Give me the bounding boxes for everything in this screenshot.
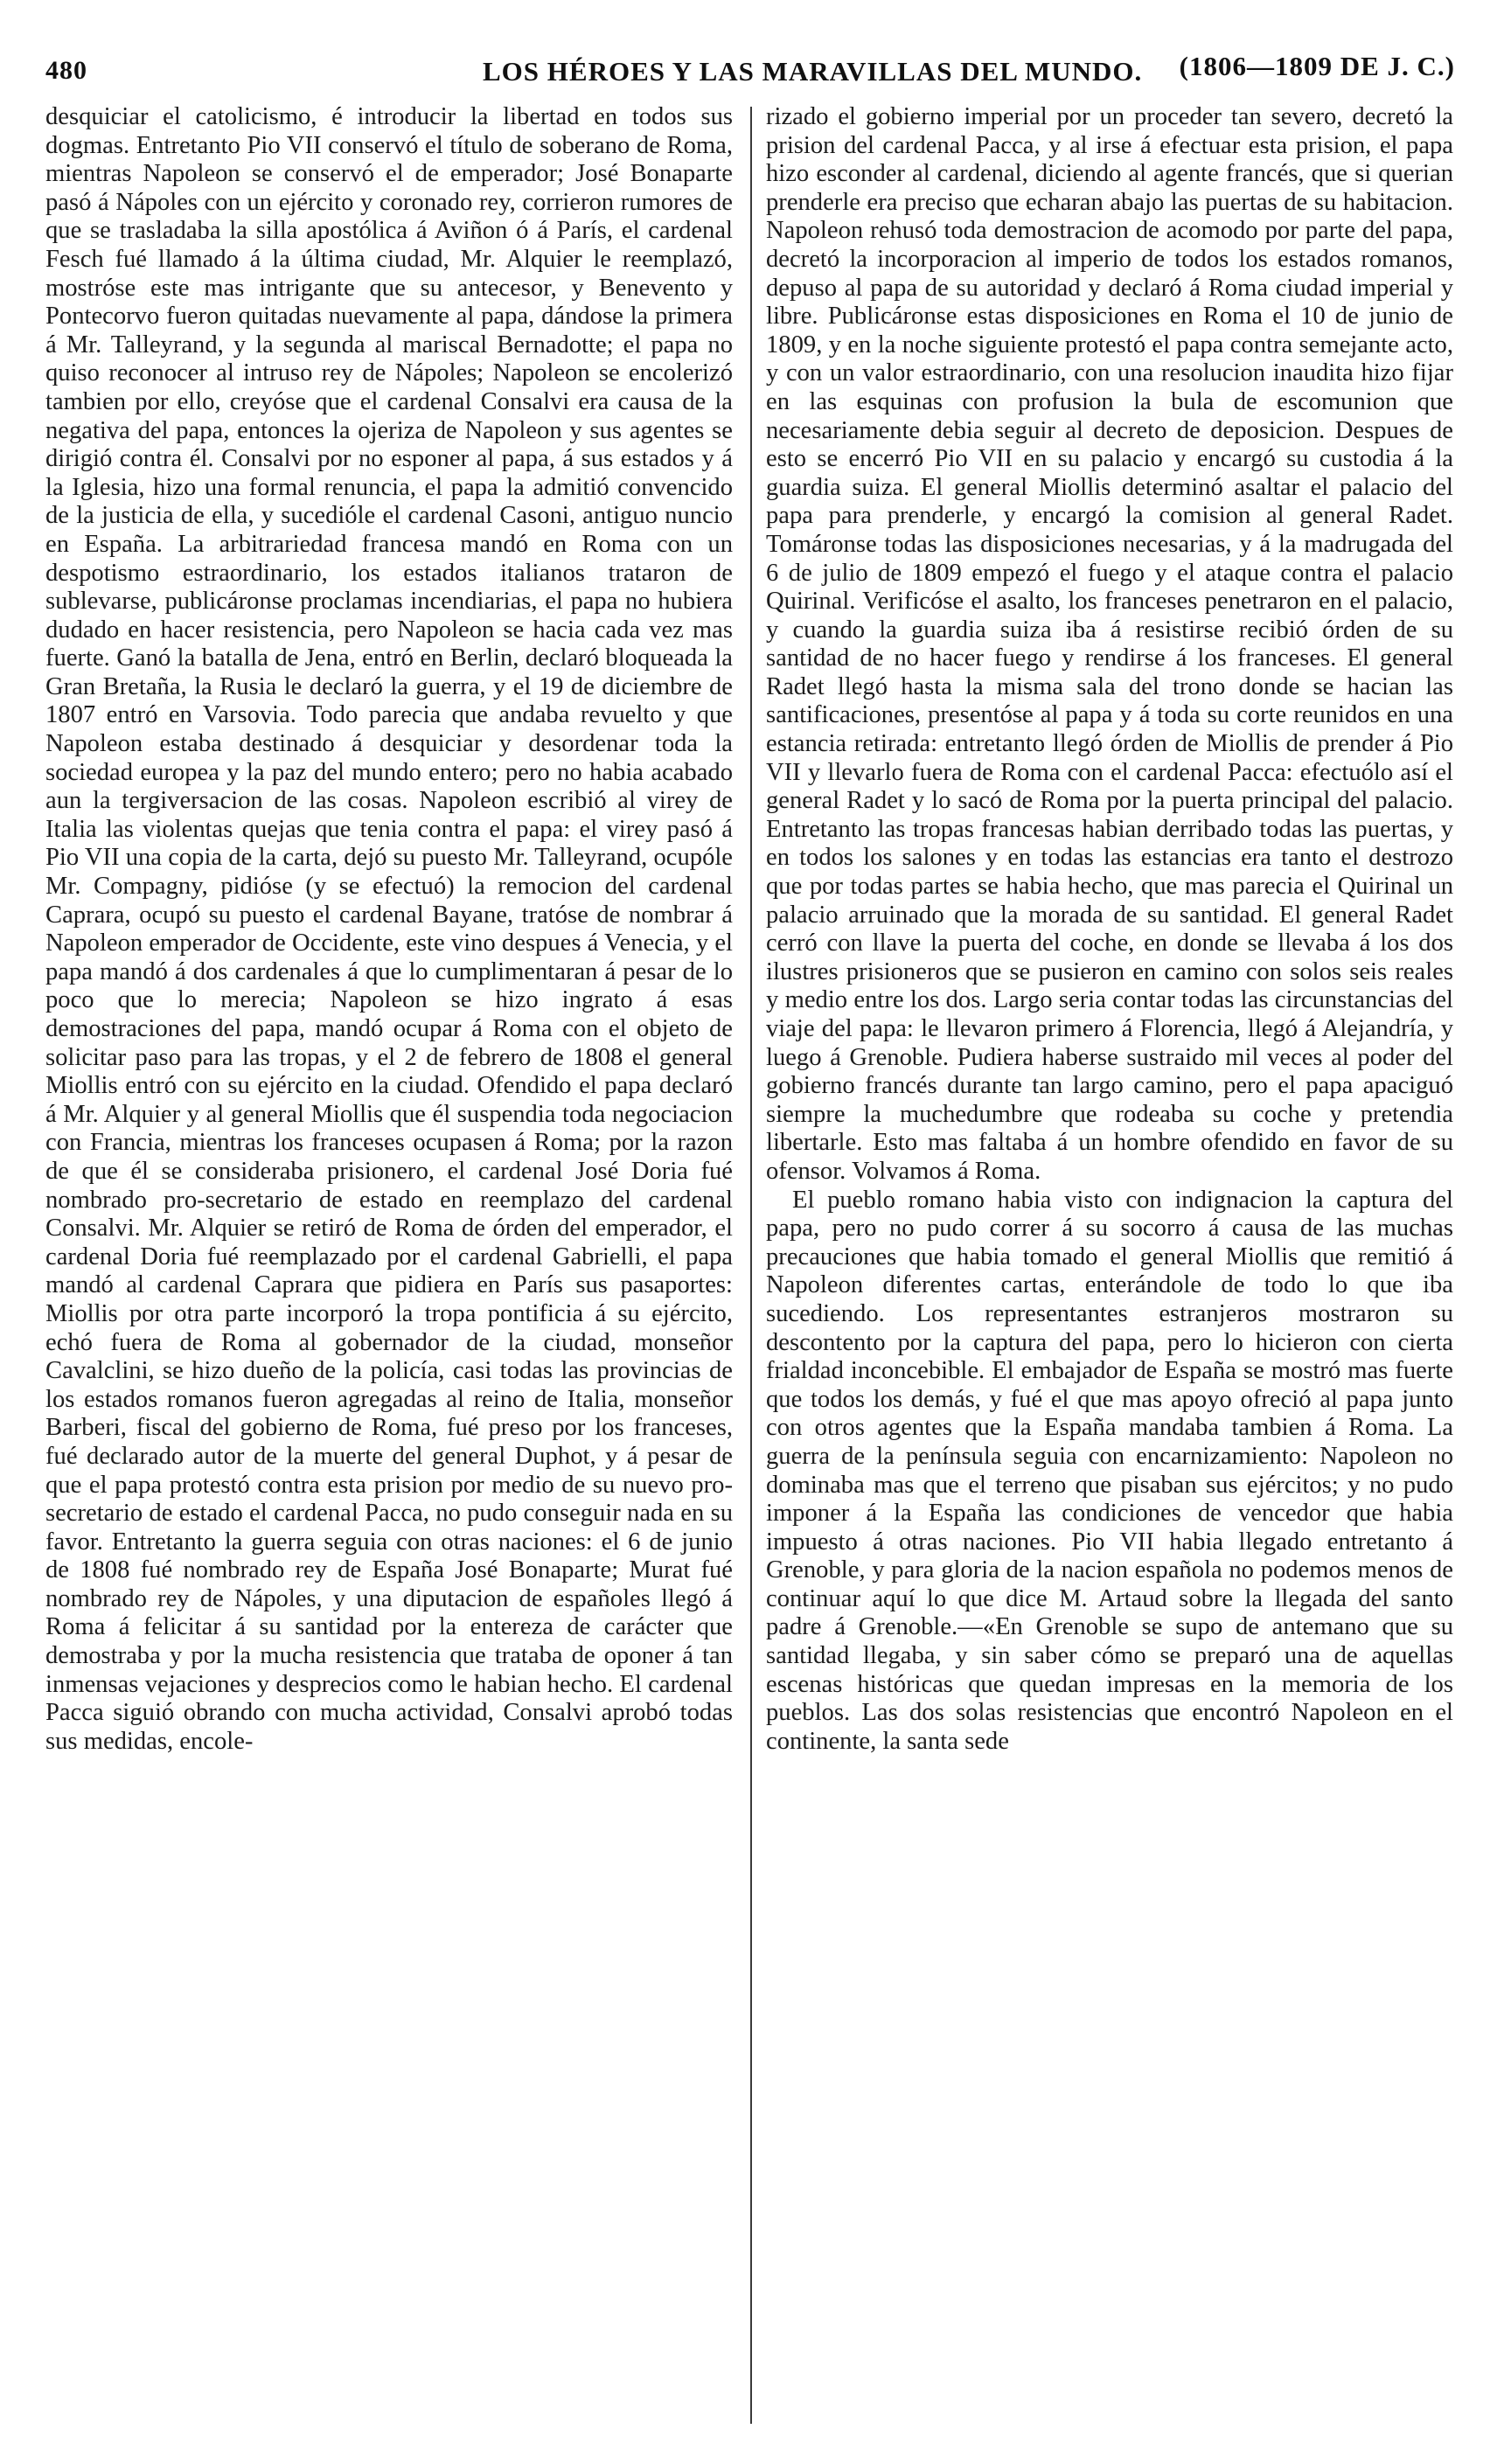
page-number: 480	[45, 56, 87, 85]
left-paragraph-1: desquiciar el catolicismo, é introducir la libertad en todos sus dogmas. Entretanto Pio VII conservó el título de soberano de Roma, mientras Napoleon se conservó el de emperador; José Bonaparte pasó á Nápoles con un ejército y coronado rey, corrieron rumores de que se trasladaba la silla apostólica á Aviñon ó á París, el cardenal Fesch fué llamado á la última ciudad, Mr. Alquier le reemplazó, mostróse este mas intrigante que su antecesor, y Benevento y Pontecorvo fueron quitadas nuevamente al papa, dándose la primera á Mr. Talleyrand, y la segunda al mariscal Bernadotte; el papa no quiso reconocer al intruso rey de Nápoles; Napoleon se encolerizó tambien por ello, creyóse que el cardenal Consalvi era causa de la negativa del papa, entonces la ojeriza de Napoleon y sus agentes se dirigió contra él. Consalvi por no esponer al papa, á sus estados y á la Iglesia, hizo una formal renuncia, el papa la admitió convencido de la justicia de ella, y sucedióle el cardenal Casoni, antiguo nuncio en España. La arbitrariedad francesa mandó en Roma con un despotismo estraordinario, los estados italianos trataron de sublevarse, publicáronse proclamas incendiarias, el papa no hubiera dudado en hacer resistencia, pero Napoleon se hacia cada vez mas fuerte. Ganó la batalla de Jena, entró en Berlin, declaró bloqueada la Gran Bretaña, la Rusia le declaró la guerra, y el 19 de diciembre de 1807 entró en Varsovia. Todo parecia que andaba revuelto y que Napoleon estaba destinado á desquiciar y desordenar toda la sociedad europea y la paz del mundo entero; pero no habia acabado aun la tergiversacion de las cosas. Napoleon escribió al virey de Italia las violentas quejas que tenia contra el papa: el virey pasó á Pio VII una copia de la carta, dejó su puesto Mr. Talleyrand, ocupóle Mr. Compagny, pidióse (y se efectuó) la remocion del cardenal Caprara, ocupó su puesto el cardenal Bayane, tratóse de nombrar á Napoleon emperador de Occidente, este vino despues á Venecia, y el papa mandó á dos cardenales á que lo cumplimentaran á pesar de lo poco que lo merecia; Napoleon se hizo ingrato á esas demostraciones del papa, mandó ocupar á Roma con el objeto de solicitar paso para las tropas, y el 2 de febrero de 1808 el general Miollis entró con su ejército en la ciudad. Ofendido el papa declaró á Mr. Alquier y al general Miollis que él suspendia toda negociacion con Francia, mientras los franceses ocupasen á Roma; por la razon de que él se consideraba prisionero, el cardenal José Doria fué nombrado pro-secretario de estado en reemplazo del cardenal Consalvi. Mr. Alquier se retiró de Roma de órden del emperador, el cardenal Doria fué reemplazado por el cardenal Gabrielli, el papa mandó al cardenal Caprara que pidiera en París sus pasaportes: Miollis por otra parte incorporó la tropa pontificia á su ejército, echó fuera de Roma al gobernador de la ciudad, monseñor Cavalclini, se hizo dueño de la policía, casi todas las provincias de los estados romanos fueron agregadas al reino de Italia, monseñor Barberi, fiscal del gobierno de Roma, fué preso por los franceses, fué declarado autor de la muerte del general Duphot, y á pesar de que el papa protestó contra esta prision por medio de su nuevo pro-secretario de estado el cardenal Pacca, no pudo conseguir nada en su favor. Entretanto la guerra seguia con otras naciones: el 6 de junio de 1808 fué nombrado rey de España José Bonaparte; Murat fué nombrado rey de Nápoles, y una diputacion de españoles llegó á Roma á felicitar á su santidad por la entereza de carácter que demostraba y por la mucha resistencia que trataba de oponer á tan inmensas vejaciones y desprecios como le habian hecho. El cardenal Pacca siguió obrando con mucha actividad, Consalvi aprobó todas sus medidas, encole-	[45, 103, 733, 1755]
column-divider	[750, 107, 752, 2424]
text-columns	[45, 103, 1455, 2429]
date-range: (1806—1809 DE J. C.)	[1179, 51, 1455, 81]
page-header	[45, 47, 1455, 96]
right-paragraph-1: rizado el gobierno imperial por un proceder tan severo, decretó la prision del cardenal Pacca, y al irse á efectuar esta prision, el papa hizo esconder al cardenal, diciendo al agente francés, que si querian prenderle era preciso que echaran abajo las puertas de su habitacion. Napoleon rehusó toda demostracion de acomodo por parte del papa, decretó la incorporacion al imperio de todos los estados romanos, depuso al papa de su autoridad y declaró á Roma ciudad imperial y libre. Publicáronse estas disposiciones en Roma el 10 de junio de 1809, y en la noche siguiente protestó el papa contra semejante acto, y con un valor estraordinario, con una resolucion inaudita hizo fijar en las esquinas con profusion la bula de escomunion que necesariamente debia seguir al decreto de deposicion. Despues de esto se encerró Pio VII en su palacio y encargó su custodia á la guardia suiza. El general Miollis determinó asaltar el palacio del papa para prenderle, y encargó la comision al general Radet. Tomáronse todas las disposiciones necesarias, y á la madrugada del 6 de julio de 1809 empezó el fuego y el ataque contra el palacio Quirinal. Verificóse el asalto, los franceses penetraron en el palacio, y cuando la guardia suiza iba á resistirse recibió órden de su santidad de no hacer fuego y rendirse á los franceses. El general Radet llegó hasta la misma sala del trono donde se hacian las santificaciones, presentóse al papa y á toda su corte reunidos en una estancia retirada: entretanto llegó órden de Miollis de prender á Pio VII y llevarlo fuera de Roma con el cardenal Pacca: efectuólo así el general Radet y lo sacó de Roma por la puerta principal del palacio. Entretanto las tropas francesas habian derribado todas las puertas, y en todos los salones y en todas las estancias era tanto el destrozo que por todas partes se habia hecho, que mas parecia el Quirinal un palacio arruinado que la morada de su santidad. El general Radet cerró con llave la puerta del coche, en donde se llevaba á los dos ilustres prisioneros que se pusieron en camino con solos seis reales y medio entre los dos. Largo seria contar todas las circunstancias del viaje del papa: le llevaron primero á Florencia, llegó á Alejandría, y luego á Grenoble. Pudiera haberse sustraido mil veces al poder del gobierno francés durante tan largo camino, pero el papa apaciguó siempre la muchedumbre que rodeaba su coche y pretendia libertarle. Esto mas faltaba á un hombre ofendido en favor de su ofensor. Volvamos á Roma.	[766, 103, 1453, 1185]
left-column	[45, 103, 733, 2429]
right-column	[766, 103, 1453, 2429]
right-paragraph-2: El pueblo romano habia visto con indignacion la captura del papa, pero no pudo correr á su socorro á causa de las muchas precauciones que habia tomado el general Miollis que remitió á Napoleon diferentes cartas, enterándole de todo lo que iba sucediendo. Los representantes estranjeros mostraron su descontento por la captura del papa, pero lo hicieron con cierta frialdad inconcebible. El embajador de España se mostró mas fuerte que todos los demás, y fué el que mas apoyo ofreció al papa junto con otros agentes que la España mandaba tambien á Roma. La guerra de la península seguia con encarnizamiento: Napoleon no dominaba mas que el terreno que pisaban sus ejércitos; y no pudo imponer á la España las condiciones de vencedor que habia impuesto á otras naciones. Pio VII habia llegado entretanto á Grenoble, y para gloria de la nacion española no podemos menos de continuar aquí lo que dice M. Artaud sobre la llegada del santo padre á Grenoble.—«En Grenoble se supo de antemano que su santidad llegaba, y sin saber cómo se preparó una de aquellas escenas históricas que quedan impresas en la memoria de los pueblos. Las dos solas resistencias que encontró Napoleon en el continente, la santa sede	[766, 1186, 1453, 1755]
running-title: LOS HÉROES Y LAS MARAVILLAS DEL MUNDO.	[483, 56, 1143, 87]
